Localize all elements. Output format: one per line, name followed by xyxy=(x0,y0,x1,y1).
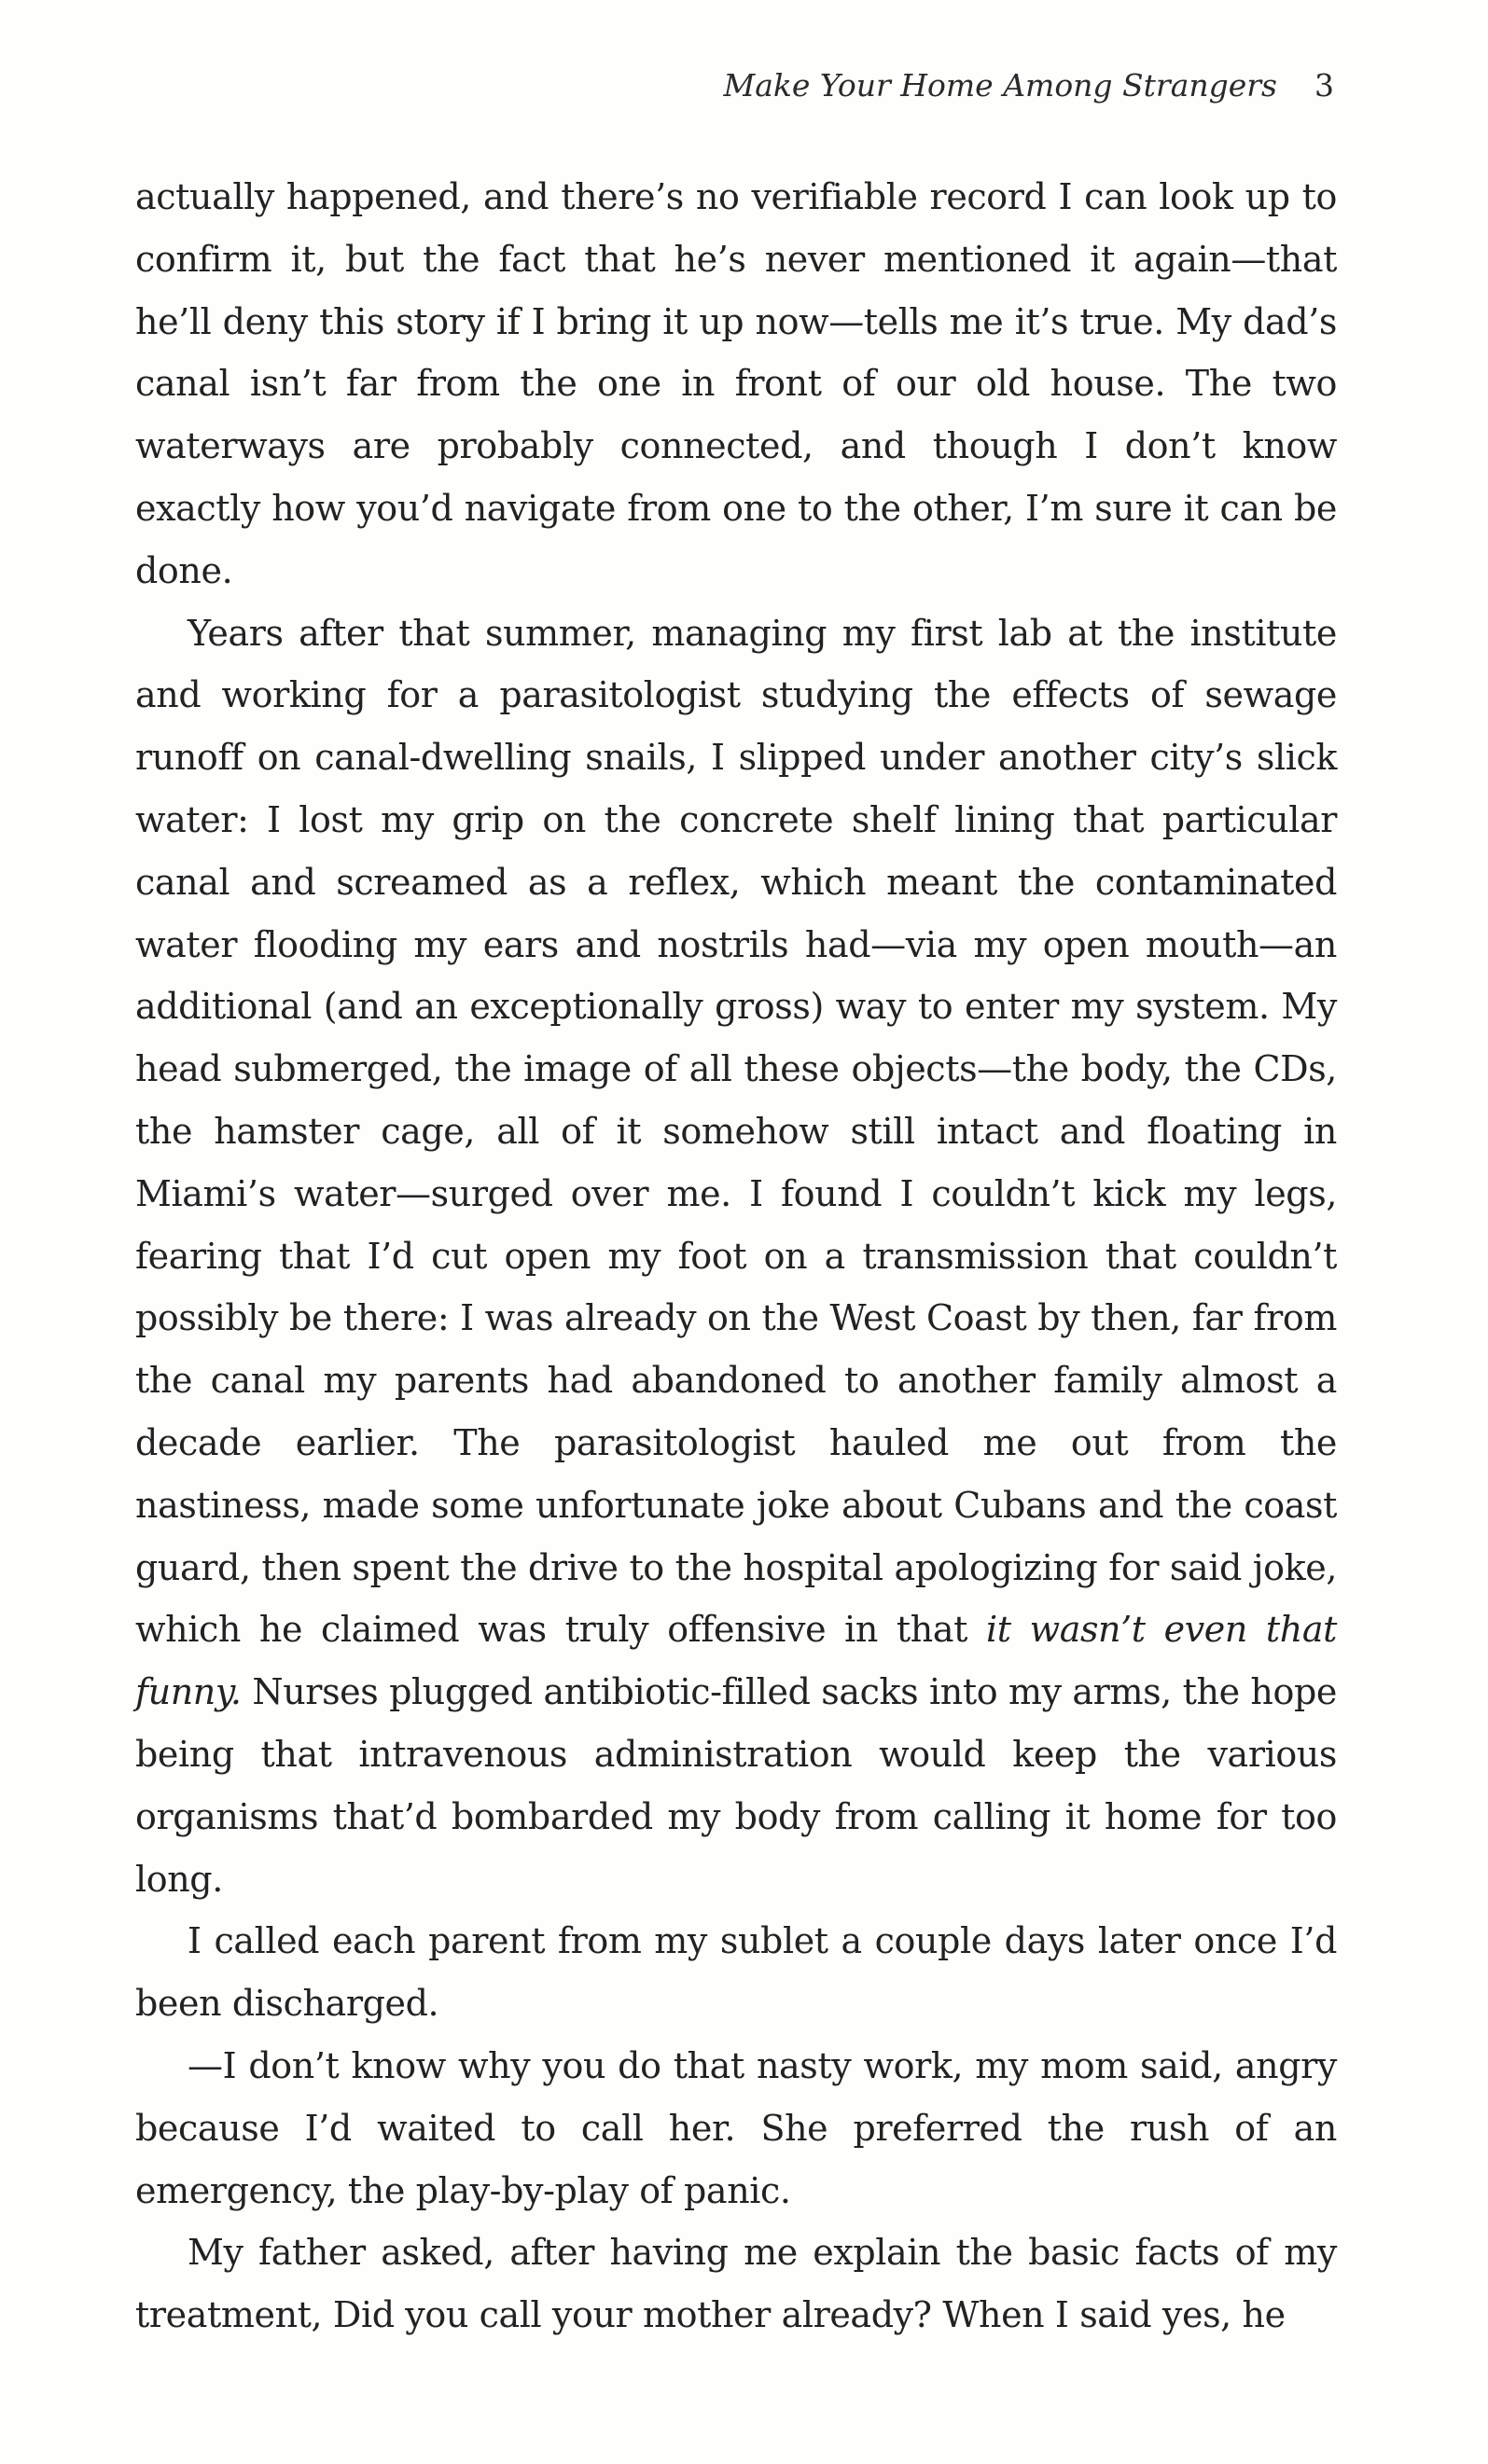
paragraph-5: My father asked, after having me explain the basic facts of my treatment, Did you call your mother already? When I said yes, he xyxy=(135,2232,1337,2336)
paragraph-1: actually happened, and there’s no verifiable record I can look up to confirm it, but the fact that he’s never mentioned it again—that he’ll deny this story if I bring it up now—tells me it’s true. My dad’s canal isn’t far from the one in front of our old house. The two waterways are probably connected, and though I don’t know exactly how you’d navigate from one to the other, I’m sure it can be done. xyxy=(135,176,1337,591)
running-head xyxy=(723,67,1334,104)
paragraph-2-text: Years after that summer, managing my first lab at the institute and working for a parasitologist studying the effects of sewage runoff on canal-dwelling snails, I slipped under another city’s slick water: I lost my grip on the concrete shelf lining that particular canal and screamed as a reflex, which meant the contaminated water flooding my ears and nostrils had—via my open mouth—an additional (and an exceptionally gross) way to enter my system. My head submerged, the image of all these objects—the body, the CDs, the hamster cage, all of it somehow still intact and floating in Miami’s water—surged over me. I found I couldn’t kick my legs, fearing that I’d cut open my foot on a transmission that couldn’t possibly be there: I was already on the West Coast by then, far from the canal my parents had abandoned to another family almost a decade earlier. The parasitologist hauled me out from the nastiness, made some unfortunate joke about Cubans and the coast guard, then spent the drive to the hospital apologizing for said joke, which he claimed was truly offensive in that xyxy=(135,612,1337,1651)
paragraph-2-after: Nurses plugged antibiotic-filled sacks into my arms, the hope being that intravenous administration would keep the various organisms that’d bombarded my body from calling it home for too long. xyxy=(135,1671,1337,1900)
paragraph-2-italic: it wasn’t even that funny. xyxy=(135,1609,1337,1713)
paragraph-2 xyxy=(135,602,1337,1911)
page-number: 3 xyxy=(1314,67,1334,104)
body-text xyxy=(135,166,1337,2346)
paragraph-4: —I don’t know why you do that nasty work, my mom said, angry because I’d waited to call her. She preferred the rush of an emergency, the play-by-play of panic. xyxy=(135,2044,1337,2211)
running-title: Make Your Home Among Strangers xyxy=(723,67,1277,104)
paragraph-3: I called each parent from my sublet a couple days later once I’d been discharged. xyxy=(135,1920,1337,2025)
